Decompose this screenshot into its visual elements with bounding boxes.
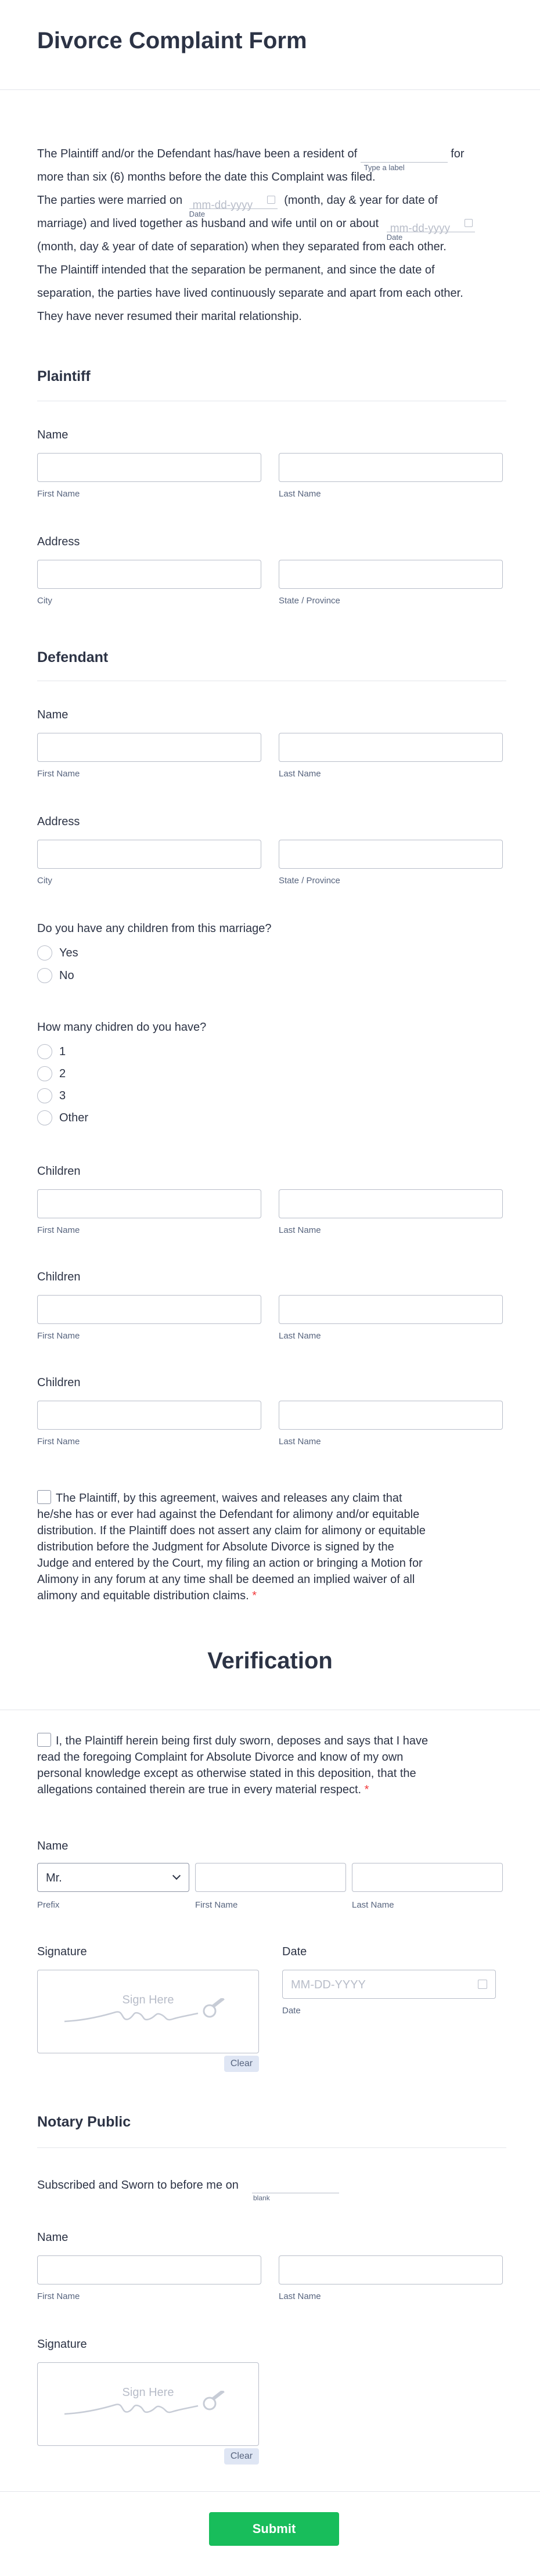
marriage-date-placeholder: mm-dd-yyyy [192, 199, 253, 211]
sign-here-hint: Sign Here [122, 1994, 174, 2006]
intro-text-residence: The Plaintiff and/or the Defendant has/have been a resident of [37, 147, 358, 160]
verification-first-name-input[interactable] [195, 1863, 346, 1892]
notary-last-name-input[interactable] [279, 2255, 503, 2284]
submit-button[interactable]: Submit [209, 2512, 339, 2546]
child-2-first-sublabel: First Name [37, 1331, 80, 1341]
radio-label: 3 [59, 1089, 66, 1102]
residence-sublabel: Type a label [363, 163, 405, 172]
intro-line-8: They have never resumed their marital relationship. [37, 310, 302, 323]
footer-divider [0, 2491, 540, 2492]
radio-option-no[interactable] [37, 967, 74, 984]
verification-consent [37, 1733, 502, 1798]
signature-pen-icon [63, 1998, 237, 2033]
intro-text-for: for [451, 147, 465, 160]
radio-circle[interactable] [37, 1088, 52, 1103]
verification-name-label: Name [37, 1840, 69, 1852]
notary-name-label: Name [37, 2231, 69, 2244]
radio-option-other[interactable] [37, 1110, 88, 1126]
calendar-icon[interactable] [478, 1980, 487, 1989]
verification-date-sublabel: Date [282, 2006, 301, 2016]
clear-signature-button[interactable]: Clear [224, 2056, 259, 2072]
waiver-consent [37, 1490, 502, 1604]
children-count-label: How many chidren do you have? [37, 1021, 207, 1034]
intro-line-5: (month, day & year of date of separation) when they separated from each other. [37, 240, 447, 253]
verification-line-2: read the foregoing Complaint for Absolute Divorce and know of my own [37, 1751, 404, 1764]
defendant-city-sublabel: City [37, 876, 52, 886]
verification-signature-pad[interactable] [37, 1970, 259, 2053]
verification-last-sublabel: Last Name [352, 1900, 394, 1910]
intro-line-1 [37, 142, 506, 172]
intro-text-month-day: (month, day & year for date of [284, 194, 438, 207]
chevron-down-icon [172, 1872, 181, 1880]
verification-last-name-input[interactable] [352, 1863, 503, 1892]
verification-title: Verification [207, 1648, 333, 1674]
radio-circle[interactable] [37, 1066, 52, 1081]
child-3-first-sublabel: First Name [37, 1437, 80, 1447]
radio-circle[interactable] [37, 1044, 52, 1059]
date-placeholder: MM-DD-YYYY [291, 1978, 366, 1991]
residence-input[interactable] [361, 146, 448, 172]
notary-first-sublabel: First Name [37, 2291, 80, 2301]
notary-section-title: Notary Public [37, 2114, 131, 2130]
child-1-first-name-input[interactable] [37, 1189, 261, 1218]
waiver-text-end: alimony and equitable distribution claims. [37, 1589, 249, 1602]
child-3-first-name-input[interactable] [37, 1401, 261, 1430]
children-question-label: Do you have any children from this marriage? [37, 922, 272, 935]
radio-option-yes[interactable] [37, 945, 78, 961]
waiver-line-7 [37, 1588, 502, 1604]
verification-checkbox[interactable] [37, 1733, 51, 1747]
verification-date-label: Date [282, 1945, 307, 1958]
radio-option-2[interactable] [37, 1066, 66, 1082]
plaintiff-name-label: Name [37, 429, 69, 441]
verification-line-3: personal knowledge except as otherwise stated in this deposition, that the [37, 1767, 416, 1780]
waiver-line-1 [37, 1490, 502, 1506]
clear-signature-button[interactable]: Clear [224, 2448, 259, 2465]
defendant-state-input[interactable] [279, 840, 503, 869]
notary-signature-pad[interactable] [37, 2362, 259, 2446]
waiver-text: The Plaintiff, by this agreement, waives and releases any claim that [56, 1492, 402, 1505]
radio-circle[interactable] [37, 1110, 52, 1125]
defendant-last-name-sublabel: Last Name [279, 769, 321, 779]
plaintiff-last-name-sublabel: Last Name [279, 489, 321, 499]
radio-circle[interactable] [37, 968, 52, 983]
notary-signature-label: Signature [37, 2338, 87, 2351]
child-1-last-name-input[interactable] [279, 1189, 503, 1218]
plaintiff-address-label: Address [37, 535, 80, 548]
verification-date-input[interactable] [282, 1970, 496, 1999]
separation-date-sublabel: Date [386, 232, 403, 242]
radio-label: Other [59, 1111, 89, 1124]
child-3-last-sublabel: Last Name [279, 1437, 321, 1447]
section-divider [37, 2147, 506, 2148]
separation-date-input[interactable] [386, 216, 475, 242]
intro-line-6: The Plaintiff intended that the separation be permanent, and since the date of [37, 264, 435, 276]
radio-option-3[interactable] [37, 1088, 66, 1104]
child-2-first-name-input[interactable] [37, 1295, 261, 1324]
notary-sworn-sublabel: blank [253, 2194, 270, 2202]
radio-label: Yes [59, 946, 78, 959]
radio-label: 2 [59, 1067, 66, 1080]
radio-label: No [59, 969, 74, 982]
plaintiff-first-name-sublabel: First Name [37, 489, 80, 499]
verification-line-4 [37, 1782, 502, 1798]
plaintiff-state-input[interactable] [279, 560, 503, 589]
sign-here-hint: Sign Here [122, 2386, 174, 2399]
child-2-label: Children [37, 1271, 81, 1283]
intro-line-2: more than six (6) months before the date this Complaint was filed. [37, 171, 376, 184]
intro-text-lived-together: marriage) and lived together as husband and wife until on or about [37, 217, 379, 230]
required-asterisk: * [252, 1589, 257, 1602]
intro-paragraph [37, 142, 506, 328]
child-1-label: Children [37, 1165, 81, 1178]
intro-line-7: separation, the parties have lived continuously separate and apart from each other. [37, 287, 463, 300]
required-asterisk: * [364, 1783, 369, 1796]
signature-pen-icon [63, 2391, 237, 2426]
verification-line-1 [37, 1733, 502, 1749]
verification-text-end: allegations contained therein are true in every material respect. [37, 1783, 362, 1796]
prefix-sublabel: Prefix [37, 1900, 60, 1910]
waiver-line-6: Alimony in any forum at any time shall be deemed an implied waiver of all [37, 1573, 415, 1586]
calendar-icon[interactable] [267, 196, 275, 204]
child-3-last-name-input[interactable] [279, 1401, 503, 1430]
intro-line-3 [37, 189, 506, 218]
child-1-first-sublabel: First Name [37, 1225, 80, 1235]
waiver-line-3: distribution. If the Plaintiff does not assert any claim for alimony or equitable [37, 1524, 426, 1537]
waiver-checkbox[interactable] [37, 1490, 51, 1504]
verification-first-sublabel: First Name [195, 1900, 238, 1910]
plaintiff-first-name-input[interactable] [37, 453, 261, 482]
defendant-state-sublabel: State / Province [279, 876, 340, 886]
marriage-date-input[interactable] [189, 193, 278, 218]
intro-text-married: The parties were married on [37, 194, 183, 207]
child-2-last-name-input[interactable] [279, 1295, 503, 1324]
defendant-address-label: Address [37, 815, 80, 828]
radio-option-1[interactable] [37, 1044, 66, 1060]
defendant-city-input[interactable] [37, 840, 261, 869]
waiver-line-4: distribution before the Judgment for Absolute Divorce is signed by the [37, 1541, 394, 1553]
plaintiff-state-sublabel: State / Province [279, 596, 340, 606]
waiver-line-5: Judge and entered by the Court, my filing an action or bringing a Motion for [37, 1557, 423, 1570]
marriage-date-sublabel: Date [189, 209, 206, 218]
prefix-select[interactable] [37, 1863, 189, 1892]
radio-label: 1 [59, 1045, 66, 1058]
form-header [0, 0, 540, 90]
prefix-value: Mr. [46, 1872, 62, 1884]
verification-text: I, the Plaintiff herein being first duly sworn, deposes and says that I have [56, 1735, 429, 1747]
waiver-line-2: he/she has or ever had against the Defendant for alimony and/or equitable [37, 1508, 420, 1521]
child-2-last-sublabel: Last Name [279, 1331, 321, 1341]
child-3-label: Children [37, 1376, 81, 1389]
intro-line-4 [37, 209, 506, 242]
defendant-name-label: Name [37, 708, 69, 721]
radio-circle[interactable] [37, 945, 52, 960]
calendar-icon[interactable] [465, 219, 473, 227]
notary-first-name-input[interactable] [37, 2255, 261, 2284]
notary-sworn-text: Subscribed and Sworn to before me on [37, 2179, 239, 2192]
form-title: Divorce Complaint Form [37, 28, 307, 53]
separation-date-placeholder: mm-dd-yyyy [390, 222, 451, 235]
plaintiff-section-title: Plaintiff [37, 368, 91, 384]
defendant-first-name-sublabel: First Name [37, 769, 80, 779]
child-1-last-sublabel: Last Name [279, 1225, 321, 1235]
defendant-section-title: Defendant [37, 649, 109, 665]
plaintiff-last-name-input[interactable] [279, 453, 503, 482]
defendant-first-name-input[interactable] [37, 733, 261, 762]
notary-last-sublabel: Last Name [279, 2291, 321, 2301]
defendant-last-name-input[interactable] [279, 733, 503, 762]
plaintiff-city-sublabel: City [37, 596, 52, 606]
plaintiff-city-input[interactable] [37, 560, 261, 589]
verification-signature-label: Signature [37, 1945, 87, 1958]
